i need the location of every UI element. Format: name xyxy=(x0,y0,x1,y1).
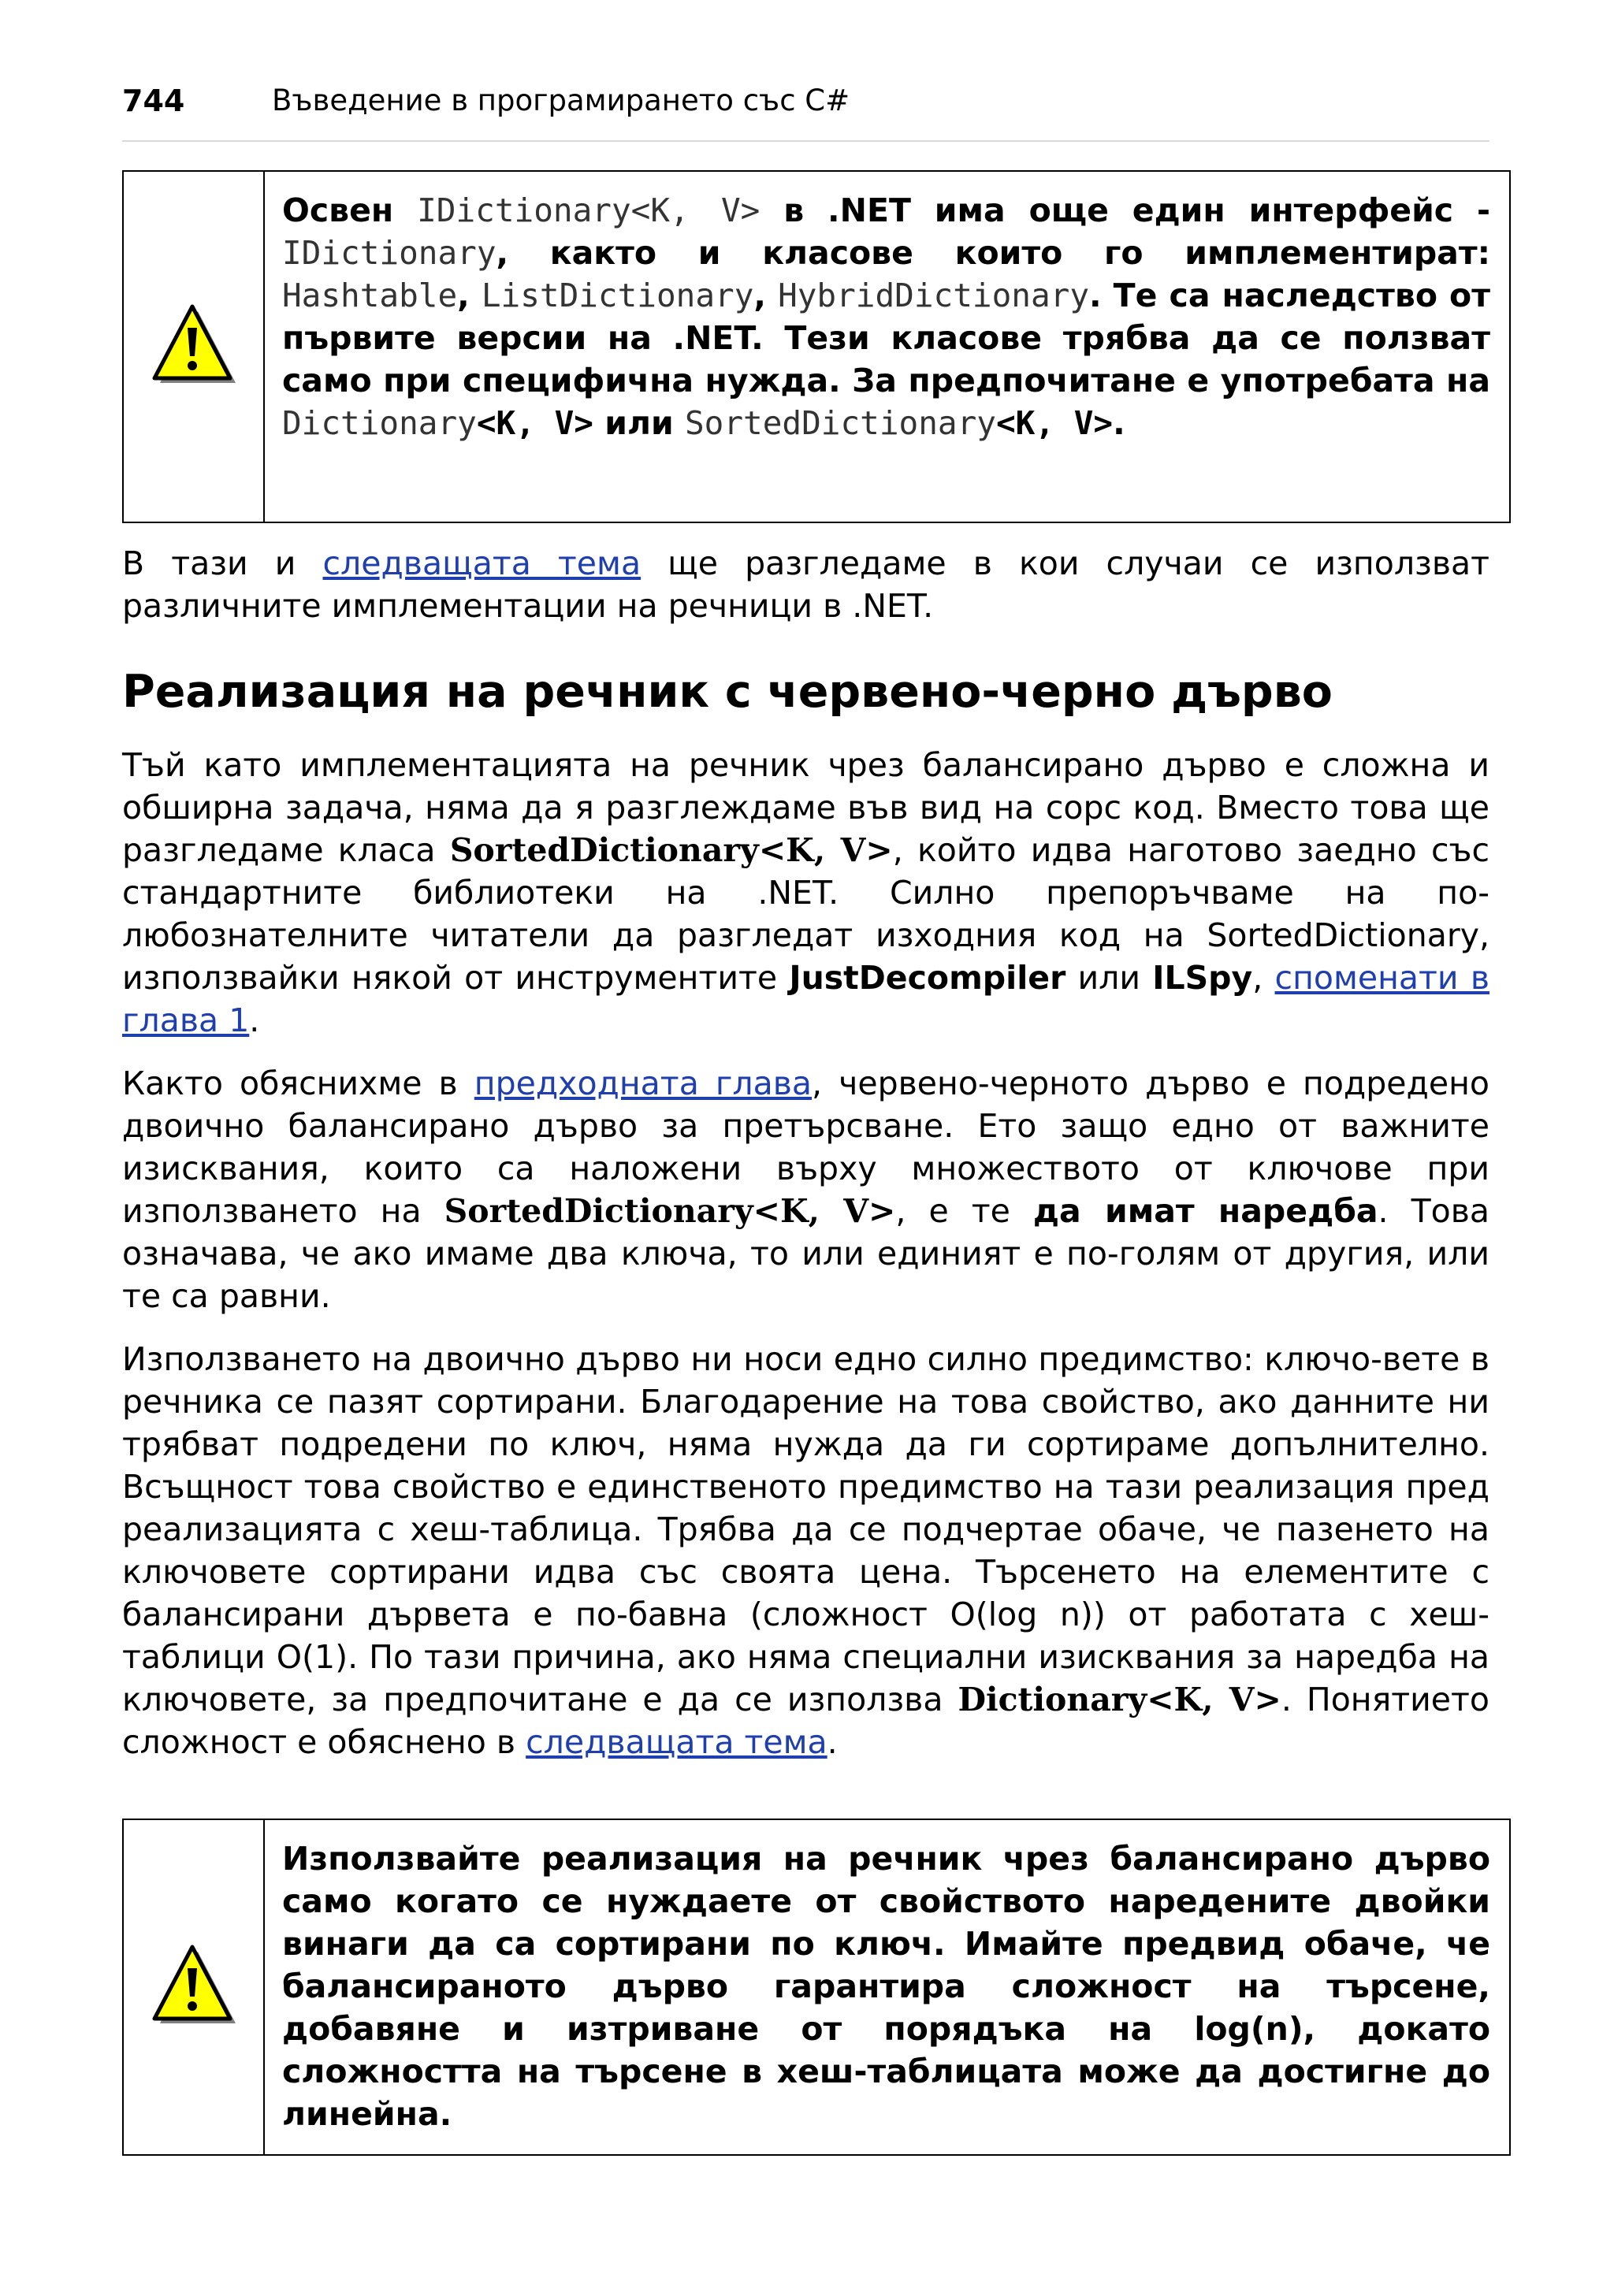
book-title: Въведение в програмирането със C# xyxy=(272,84,850,117)
paragraph-ordering: Както обяснихме в предходната глава, червено-черното дърво е подредено двоично балансирано дърво за претърсване. Ето защо едно от важните изисквания, които са наложени върху множеството от ключове при използването на SortedDictionary<K, V>, е те да имат наредба. Това означава, че ако имаме два ключа, то или единият е по-голям от другия, или те са равни. xyxy=(122,1064,1489,1315)
note-text: Освен IDictionary<K, V> в .NET има още един интерфейс - IDictionary, както и класове които го имплементират: Hashtable, ListDictionary, HybridDictionary. Те са наследство от първите версии на .NET. Тези класове трябва да се ползват само при специфична нужда. За предпочитане е употребата на Dictionary<K, V> или SortedDictionary<K, V>. xyxy=(282,191,1490,442)
next-topic-link[interactable]: следващата тема xyxy=(322,544,642,582)
note-text: Използвайте реализация на речник чрез балансирано дърво само когато се нуждаете от свойството наредените двойки винаги да са сортирани по ключ. Имайте предвид обаче, че балансираното дърво гарантира сложност на търсене, добавяне и изтриване от порядъка на log(n), докато сложността на търсене в хеш-таблицата може да достигне до линейна. xyxy=(282,1840,1490,2133)
intro-paragraph: В тази и следващата тема ще разгледаме в кои случаи се използват различните имплементации на речници в .NET. xyxy=(122,544,1489,625)
note-box-usage-advice xyxy=(122,1819,1511,2156)
paragraph-implementation: Тъй като имплементацията на речник чрез балансирано дърво е сложна и обширна задача, няма да я разглеждаме във вид на сорс код. Вместо това ще разгледаме класа SortedDictionary<K, V>, който идва наготово заедно със стандартните библиотеки на .NET. Силно препоръчваме на по-любознателните читатели да разгледат изходния код на SortedDictionary, използвайки някой от инструментите JustDecompiler или ILSpy, споменати в глава 1. xyxy=(122,746,1489,1039)
warning-icon xyxy=(148,304,240,389)
chapter-1-link[interactable]: споменати в глава 1 xyxy=(122,959,1489,1039)
page-number: 744 xyxy=(122,84,185,118)
note-icon-cell xyxy=(124,172,265,522)
note-box-legacy-dictionaries xyxy=(122,170,1511,523)
next-topic-link-2[interactable]: следващата тема xyxy=(526,1723,827,1761)
warning-icon xyxy=(148,1945,240,2030)
paragraph-advantages: Използването на двоично дърво ни носи едно силно предимство: ключо-вете в речника се пазят сортирани. Благодарение на това свойство, ако данните ни трябват подредени по ключ, няма нужда да ги сортираме допълнително. Всъщност това свойство е единственото предимство на тази реализация пред реализацията с хеш-таблица. Трябва да се подчертае обаче, че пазенето на ключовете сортирани идва със своята цена. Търсенето на елементите с балансирани дървета е по-бавна (сложност O(log n)) от работата с хеш-таблици O(1). По тази причина, ако няма специални изисквания за наредба на ключовете, за предпочитане е да се използва Dictionary<K, V>. Понятието сложност е обяснено в следващата тема. xyxy=(122,1340,1489,1761)
section-heading: Реализация на речник с червено-черно дърво xyxy=(122,666,1333,718)
running-header xyxy=(122,84,1489,142)
note-icon-cell xyxy=(124,1820,265,2154)
previous-chapter-link[interactable]: предходната глава xyxy=(474,1064,813,1102)
